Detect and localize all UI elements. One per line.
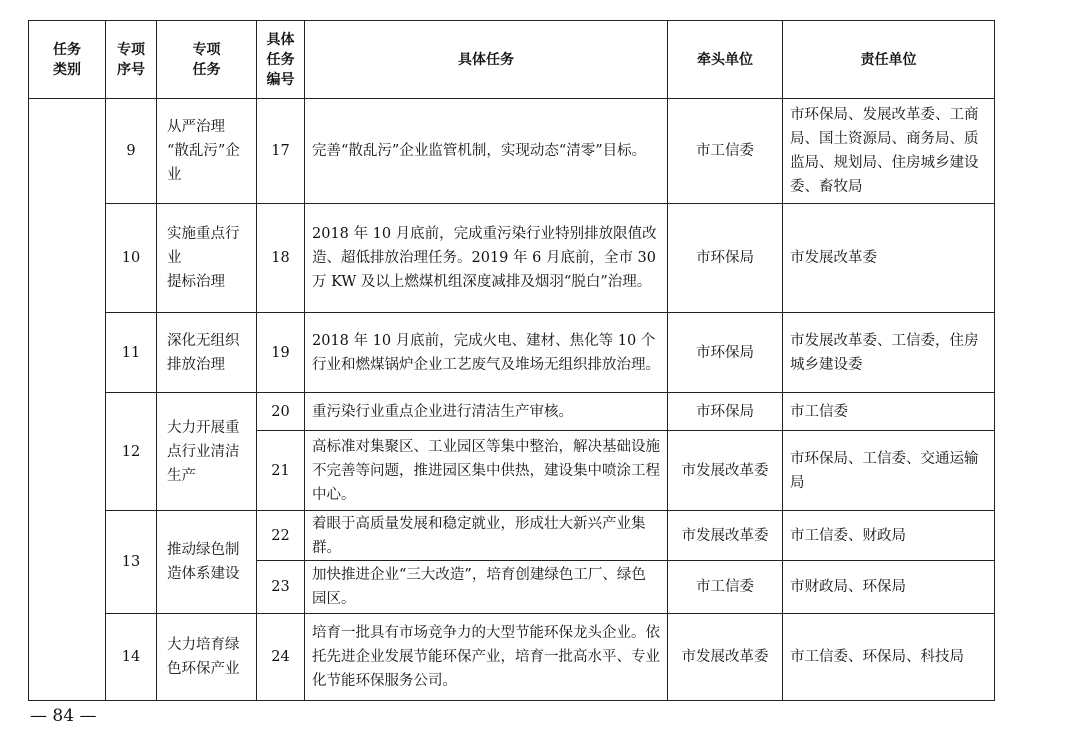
responsible-unit-cell: 市工信委、财政局 [783,511,995,561]
lead-unit-cell: 市发展改革委 [668,431,783,511]
responsible-unit-cell: 市发展改革委、工信委，住房城乡建设委 [783,313,995,393]
lead-unit-cell: 市发展改革委 [668,511,783,561]
header-task: 具体任务 [305,21,668,99]
task-no-cell: 21 [257,431,305,511]
responsible-unit-cell: 市工信委 [783,393,995,431]
table-row [29,614,995,701]
lead-unit-cell: 市环保局 [668,313,783,393]
table-row [29,204,995,313]
special-no-cell: 13 [106,511,157,614]
special-no-cell: 10 [106,204,157,313]
task-no-cell: 19 [257,313,305,393]
task-cell: 加快推进企业“三大改造”，培育创建绿色工厂、绿色园区。 [305,561,668,614]
header-row [29,21,995,99]
special-no-cell: 14 [106,614,157,701]
lead-unit-cell: 市环保局 [668,204,783,313]
header-special-task: 专项 任务 [157,21,257,99]
special-task-cell: 实施重点行业 提标治理 [157,204,257,313]
lead-unit-cell: 市环保局 [668,393,783,431]
special-no-cell: 11 [106,313,157,393]
special-no-cell: 9 [106,99,157,204]
header-task-no: 具体 任务 编号 [257,21,305,99]
header-lead: 牵头单位 [668,21,783,99]
responsible-unit-cell: 市环保局、工信委、交通运输局 [783,431,995,511]
special-task-cell: 从严治理 “散乱污”企 业 [157,99,257,204]
table-row [29,393,995,431]
task-cell: 2018 年 10 月底前，完成火电、建材、焦化等 10 个行业和燃煤锅炉企业工艺废气及堆场无组织排放治理。 [305,313,668,393]
table-row [29,313,995,393]
header-responsible: 责任单位 [783,21,995,99]
task-cell: 高标准对集聚区、工业园区等集中整治，解决基础设施不完善等问题，推进园区集中供热，建设集中喷涂工程中心。 [305,431,668,511]
task-table [28,20,995,701]
table-row [29,511,995,561]
task-cell: 着眼于高质量发展和稳定就业，形成壮大新兴产业集群。 [305,511,668,561]
responsible-unit-cell: 市环保局、发展改革委、工商局、国土资源局、商务局、质监局、规划局、住房城乡建设委、畜牧局 [783,99,995,204]
lead-unit-cell: 市工信委 [668,99,783,204]
page-number: — 84 — [30,706,97,726]
task-no-cell: 22 [257,511,305,561]
lead-unit-cell: 市工信委 [668,561,783,614]
task-no-cell: 18 [257,204,305,313]
task-no-cell: 20 [257,393,305,431]
responsible-unit-cell: 市工信委、环保局、科技局 [783,614,995,701]
task-no-cell: 24 [257,614,305,701]
special-task-cell: 推动绿色制 造体系建设 [157,511,257,614]
task-cell: 重污染行业重点企业进行清洁生产审核。 [305,393,668,431]
special-task-cell: 大力开展重 点行业清洁 生产 [157,393,257,511]
special-task-cell: 深化无组织 排放治理 [157,313,257,393]
special-task-cell: 大力培育绿 色环保产业 [157,614,257,701]
task-no-cell: 17 [257,99,305,204]
header-category: 任务 类别 [29,21,106,99]
task-cell: 培育一批具有市场竞争力的大型节能环保龙头企业。依托先进企业发展节能环保产业，培育一批高水平、专业化节能环保服务公司。 [305,614,668,701]
special-no-cell: 12 [106,393,157,511]
task-cell: 2018 年 10 月底前，完成重污染行业特别排放限值改造、超低排放治理任务。2019 年 6 月底前，全市 30 万 KW 及以上燃煤机组深度减排及烟羽“脱白”治理。 [305,204,668,313]
task-cell: 完善“散乱污”企业监管机制，实现动态“清零”目标。 [305,99,668,204]
header-special-no: 专项 序号 [106,21,157,99]
responsible-unit-cell: 市发展改革委 [783,204,995,313]
lead-unit-cell: 市发展改革委 [668,614,783,701]
responsible-unit-cell: 市财政局、环保局 [783,561,995,614]
category-cell [29,99,106,701]
task-no-cell: 23 [257,561,305,614]
table-row [29,99,995,204]
